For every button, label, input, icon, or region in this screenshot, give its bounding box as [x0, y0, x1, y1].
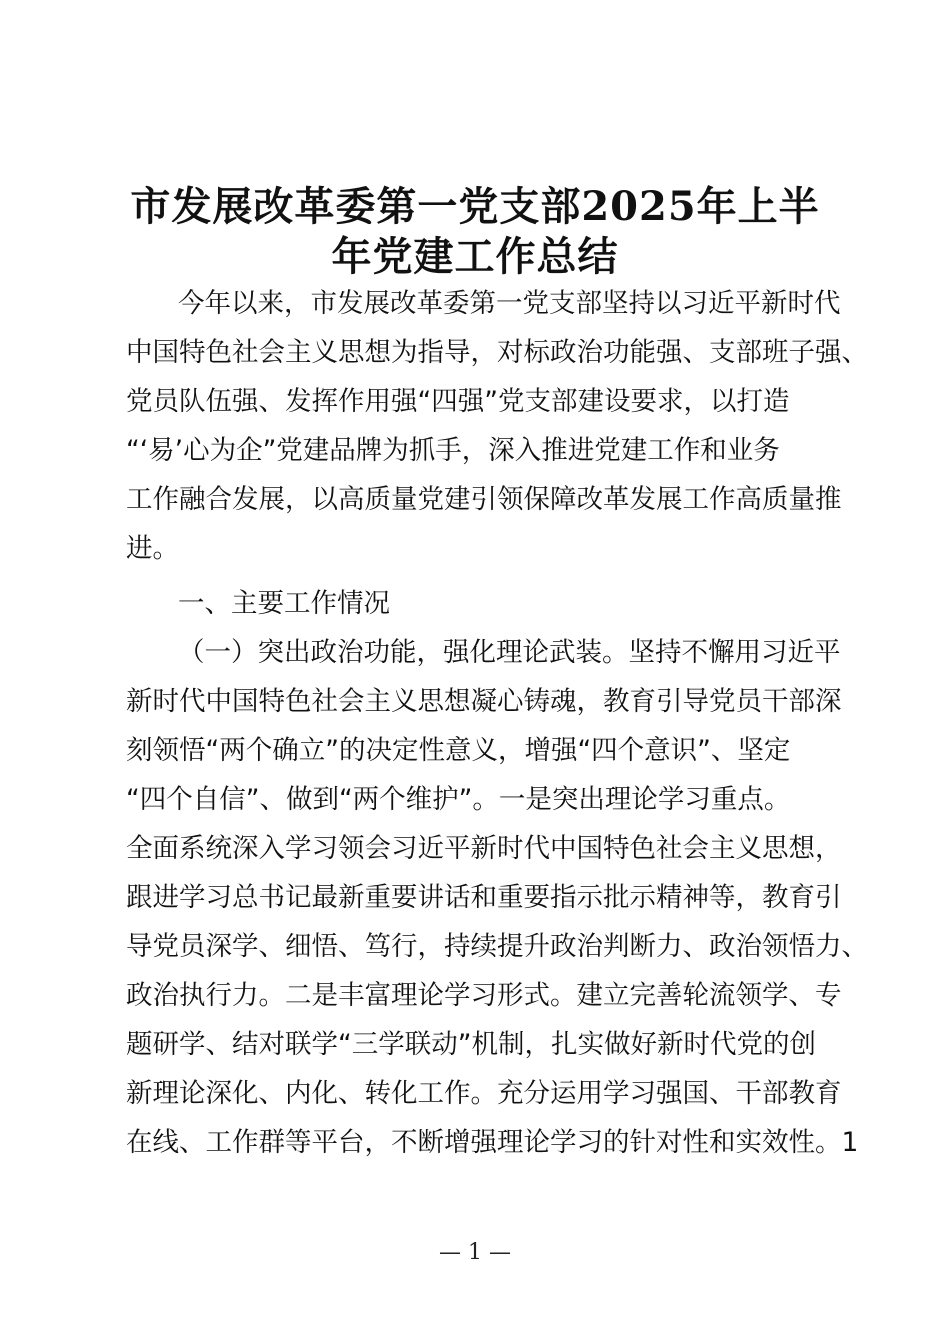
paragraph-line: 刻领悟“两个确立”的决定性意义，增强“四个意识”、坚定 [126, 735, 791, 766]
paragraph-line: 今年以来，市发展改革委第一党支部坚持以习近平新时代 [178, 288, 841, 319]
document-title-line-1: 市发展改革委第一党支部2025年上半 [130, 183, 820, 230]
paragraph-line: 中国特色社会主义思想为指导，对标政治功能强、支部班子强、 [126, 337, 868, 368]
paragraph-line: 在线、工作群等平台，不断增强理论学习的针对性和实效性。1 [126, 1127, 859, 1158]
section-heading: 一、主要工作情况 [178, 588, 390, 619]
paragraph-line: 跟进学习总书记最新重要讲话和重要指示批示精神等，教育引 [126, 882, 842, 913]
paragraph-line: “‘易’心为企”党建品牌为抓手，深入推进党建工作和业务 [126, 435, 780, 466]
paragraph-line: 党员队伍强、发挥作用强“四强”党支部建设要求，以打造 [126, 386, 790, 417]
paragraph-line: 新时代中国特色社会主义思想凝心铸魂，教育引导党员干部深 [126, 686, 842, 717]
paragraph-line: 政治执行力。二是丰富理论学习形式。建立完善轮流领学、专 [126, 980, 842, 1011]
document-title-line-2: 年党建工作总结 [331, 233, 619, 280]
paragraph-line: 工作融合发展，以高质量党建引领保障改革发展工作高质量推 [126, 484, 842, 515]
paragraph-line: （一）突出政治功能，强化理论武装。坚持不懈用习近平 [178, 637, 841, 668]
paragraph-line: “四个自信”、做到“两个维护”。一是突出理论学习重点。 [126, 784, 791, 815]
paragraph-line: 进。 [126, 533, 179, 564]
paragraph-line: 新理论深化、内化、转化工作。充分运用学习强国、干部教育 [126, 1078, 842, 1109]
page-number: — 1 — [439, 1240, 511, 1265]
paragraph-line: 全面系统深入学习领会习近平新时代中国特色社会主义思想， [126, 833, 842, 864]
paragraph-line: 导党员深学、细悟、笃行，持续提升政治判断力、政治领悟力、 [126, 931, 868, 962]
paragraph-line: 题研学、结对联学“三学联动”机制，扎实做好新时代党的创 [126, 1029, 816, 1060]
